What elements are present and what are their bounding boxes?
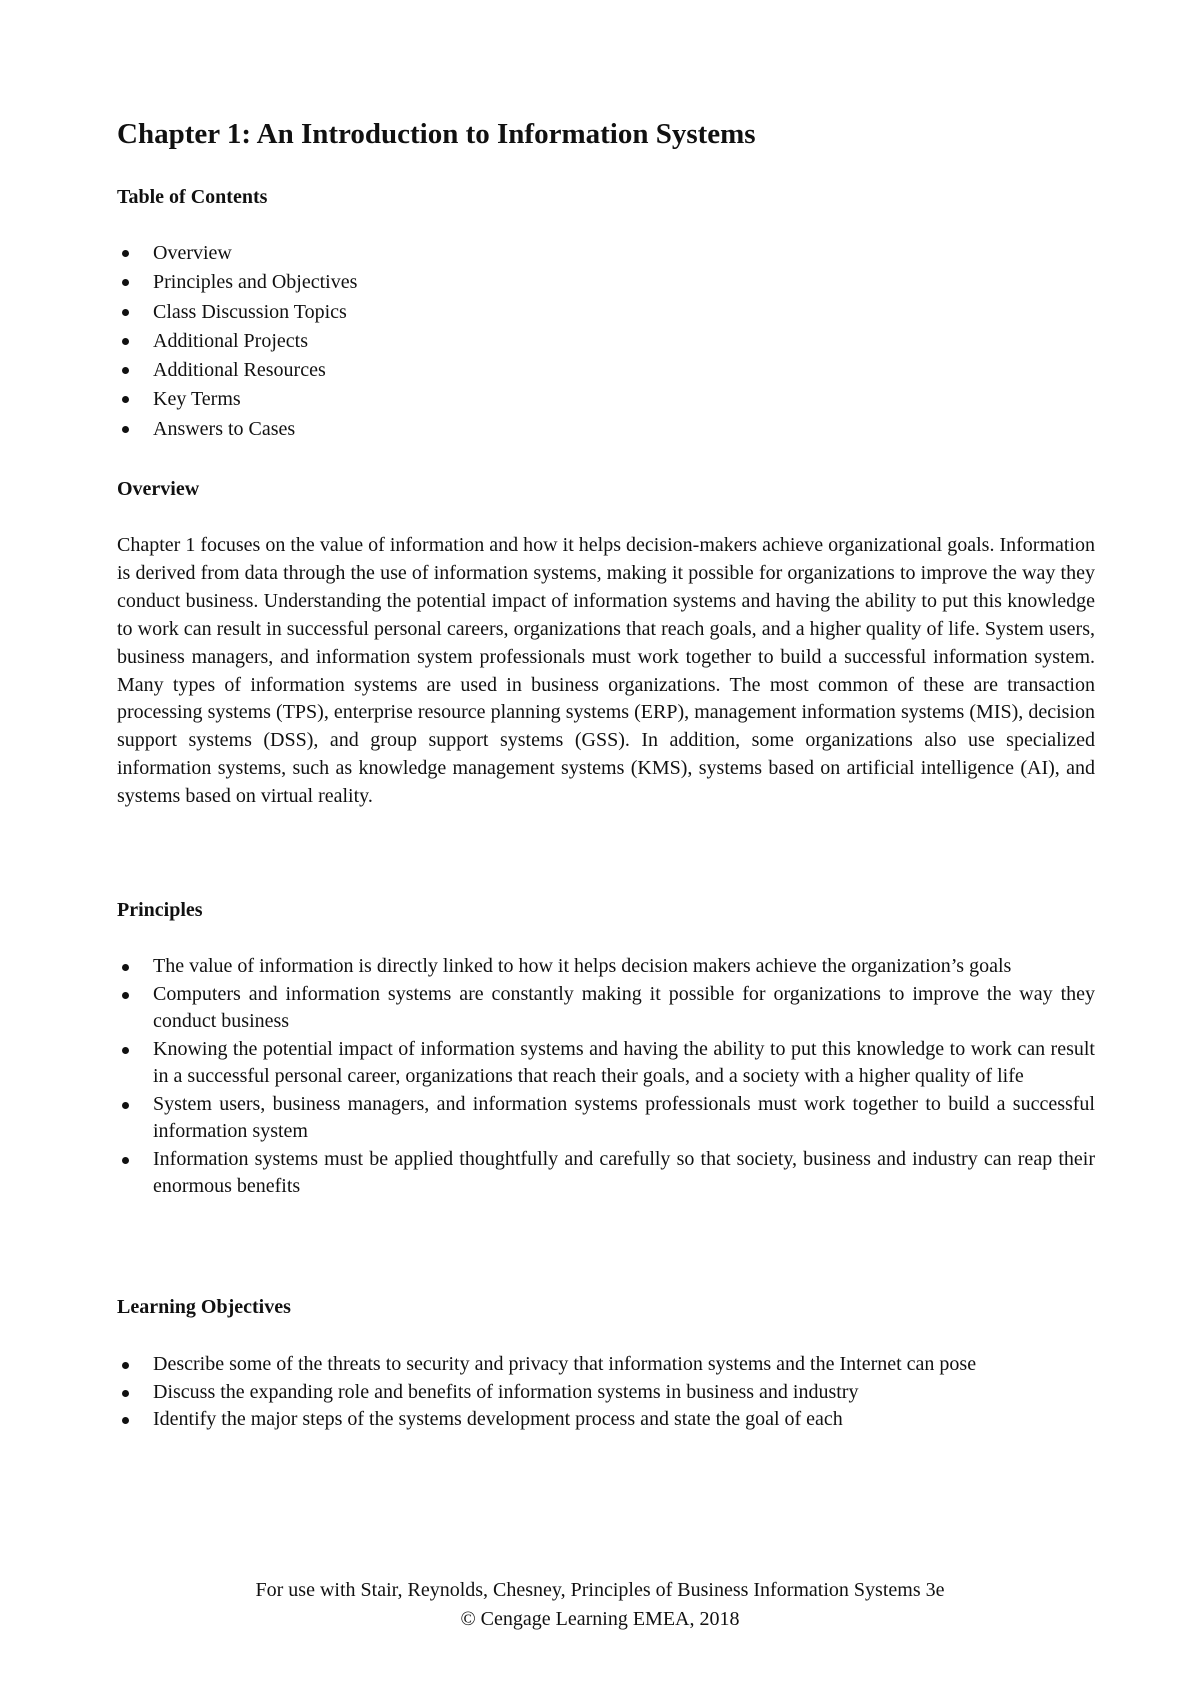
bullet-icon bbox=[122, 309, 129, 316]
footer-attribution: For use with Stair, Reynolds, Chesney, Principles of Business Information Systems 3e bbox=[255, 1579, 945, 1601]
bullet-icon bbox=[122, 279, 129, 286]
page-footer bbox=[0, 1576, 1200, 1634]
bullet-icon bbox=[122, 992, 129, 999]
principles-heading: Principles bbox=[117, 899, 203, 921]
toc-item-class-discussion: Class Discussion Topics bbox=[117, 298, 1095, 327]
chapter-title: Chapter 1: An Introduction to Information Systems bbox=[117, 118, 756, 150]
learning-objectives-list bbox=[117, 1351, 1095, 1434]
bullet-icon bbox=[122, 396, 129, 403]
bullet-icon bbox=[122, 250, 129, 257]
principle-item: System users, business managers, and information systems professionals must work together to build a successful information system bbox=[117, 1091, 1095, 1146]
principles-list bbox=[117, 953, 1095, 1201]
toc-item-key-terms: Key Terms bbox=[117, 385, 1095, 414]
toc-heading: Table of Contents bbox=[117, 186, 268, 208]
overview-paragraph: Chapter 1 focuses on the value of information and how it helps decision-makers achieve organizational goals. Information is derived from data through the use of information systems, making it possible for organizations to improve the way they conduct business. Understanding the potential impact of information systems and having the ability to put this knowledge to work can result in successful personal careers, organizations that reach goals, and a higher quality of life. System users, business managers, and information system professionals must work together to build a successful information system. Many types of information systems are used in business organizations. The most common of these are transaction processing systems (TPS), enterprise resource planning systems (ERP), management information systems (MIS), decision support systems (DSS), and group support systems (GSS). In addition, some organizations also use specialized information systems, such as knowledge management systems (KMS), systems based on artificial intelligence (AI), and systems based on virtual reality. bbox=[117, 534, 1095, 808]
objective-item: Discuss the expanding role and benefits of information systems in business and industry bbox=[117, 1379, 1095, 1407]
footer-copyright: © Cengage Learning EMEA, 2018 bbox=[460, 1608, 740, 1630]
principle-item: Knowing the potential impact of information systems and having the ability to put this knowledge to work can result in a successful personal career, organizations that reach their goals, and a society with a higher quality of life bbox=[117, 1036, 1095, 1091]
principle-item: Information systems must be applied thoughtfully and carefully so that society, business and industry can reap their enormous benefits bbox=[117, 1146, 1095, 1201]
toc-item-overview: Overview bbox=[117, 239, 1095, 268]
objective-item: Describe some of the threats to security and privacy that information systems and the Internet can pose bbox=[117, 1351, 1095, 1379]
toc-item-principles-objectives: Principles and Objectives bbox=[117, 268, 1095, 297]
principle-item: The value of information is directly linked to how it helps decision makers achieve the organization’s goals bbox=[117, 953, 1095, 981]
bullet-icon bbox=[122, 1102, 129, 1109]
bullet-icon bbox=[122, 1362, 129, 1369]
bullet-icon bbox=[122, 1390, 129, 1397]
bullet-icon bbox=[122, 367, 129, 374]
learning-objectives-heading: Learning Objectives bbox=[117, 1296, 291, 1318]
bullet-icon bbox=[122, 1047, 129, 1054]
bullet-icon bbox=[122, 1157, 129, 1164]
bullet-icon bbox=[122, 426, 129, 433]
toc-item-answers-cases: Answers to Cases bbox=[117, 415, 1095, 444]
bullet-icon bbox=[122, 1417, 129, 1424]
bullet-icon bbox=[122, 964, 129, 971]
toc-item-additional-resources: Additional Resources bbox=[117, 356, 1095, 385]
overview-heading: Overview bbox=[117, 478, 200, 500]
toc-list bbox=[117, 239, 1095, 444]
principle-item: Computers and information systems are constantly making it possible for organizations to improve the way they conduct business bbox=[117, 981, 1095, 1036]
objective-item: Identify the major steps of the systems development process and state the goal of each bbox=[117, 1406, 1095, 1434]
toc-item-additional-projects: Additional Projects bbox=[117, 327, 1095, 356]
bullet-icon bbox=[122, 338, 129, 345]
